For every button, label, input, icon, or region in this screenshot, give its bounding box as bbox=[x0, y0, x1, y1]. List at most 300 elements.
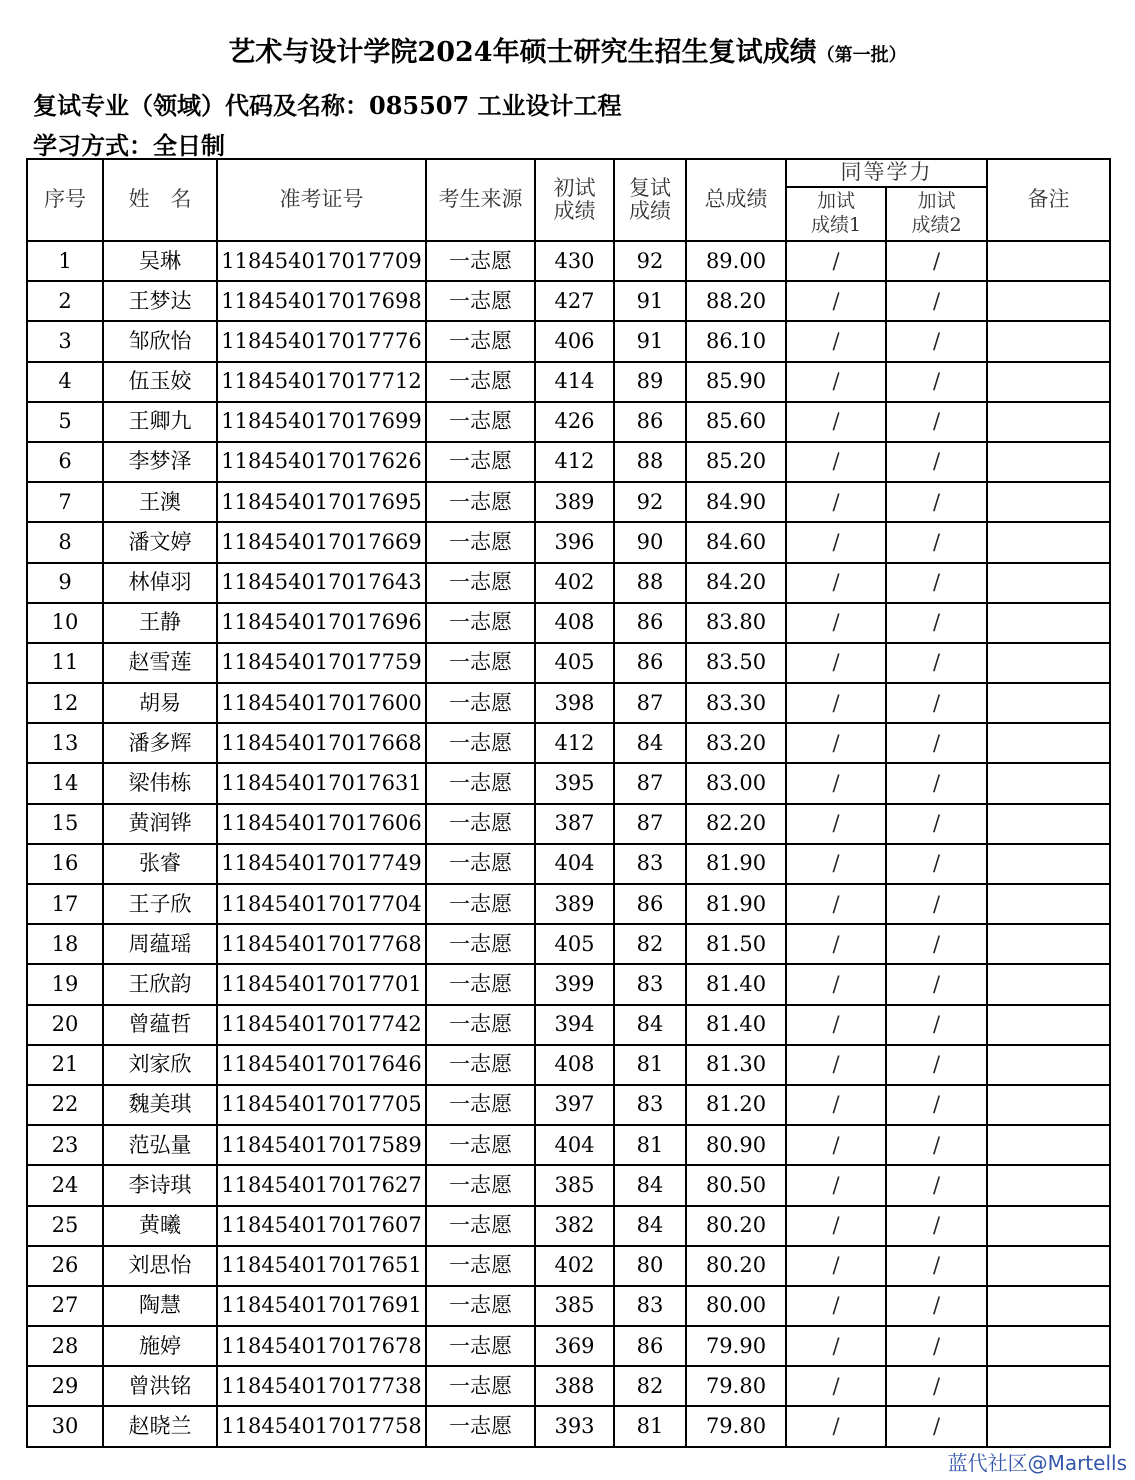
cell-name: 王澳 bbox=[103, 482, 217, 522]
cell-prelim: 394 bbox=[535, 1005, 614, 1045]
cell-name: 赵晓兰 bbox=[103, 1406, 217, 1446]
table-row bbox=[27, 482, 1110, 522]
header-extra1-line1: 加试 bbox=[816, 190, 855, 213]
cell-source: 一志愿 bbox=[426, 643, 535, 683]
cell-total: 80.20 bbox=[686, 1206, 786, 1246]
cell-exam-id: 118454017017643 bbox=[217, 563, 426, 603]
cell-exam-id: 118454017017631 bbox=[217, 763, 426, 803]
cell-exam-id: 118454017017691 bbox=[217, 1286, 426, 1326]
cell-name: 施婷 bbox=[103, 1326, 217, 1366]
cell-remark bbox=[987, 643, 1110, 683]
cell-retest: 91 bbox=[614, 281, 686, 321]
table-row bbox=[27, 563, 1110, 603]
cell-retest: 83 bbox=[614, 1085, 686, 1125]
cell-extra1: / bbox=[786, 281, 886, 321]
cell-seq: 19 bbox=[27, 964, 103, 1004]
table-row bbox=[27, 1326, 1110, 1366]
cell-exam-id: 118454017017758 bbox=[217, 1406, 426, 1446]
cell-retest: 80 bbox=[614, 1246, 686, 1286]
header-retest-line1: 复试 bbox=[629, 175, 671, 200]
cell-seq: 25 bbox=[27, 1206, 103, 1246]
cell-prelim: 399 bbox=[535, 964, 614, 1004]
cell-source: 一志愿 bbox=[426, 1246, 535, 1286]
cell-remark bbox=[987, 844, 1110, 884]
cell-extra1: / bbox=[786, 362, 886, 402]
cell-seq: 23 bbox=[27, 1125, 103, 1165]
cell-retest: 86 bbox=[614, 1326, 686, 1366]
cell-retest: 88 bbox=[614, 442, 686, 482]
cell-source: 一志愿 bbox=[426, 442, 535, 482]
table-row bbox=[27, 1246, 1110, 1286]
cell-exam-id: 118454017017776 bbox=[217, 321, 426, 361]
cell-retest: 87 bbox=[614, 804, 686, 844]
cell-remark bbox=[987, 241, 1110, 281]
table-row bbox=[27, 321, 1110, 361]
table-row bbox=[27, 924, 1110, 964]
cell-extra2: / bbox=[886, 643, 987, 683]
table-row bbox=[27, 603, 1110, 643]
study-mode-line: 学习方式：全日制 bbox=[33, 131, 225, 160]
cell-retest: 86 bbox=[614, 884, 686, 924]
cell-exam-id: 118454017017600 bbox=[217, 683, 426, 723]
cell-extra2: / bbox=[886, 482, 987, 522]
cell-extra2: / bbox=[886, 1326, 987, 1366]
cell-total: 89.00 bbox=[686, 241, 786, 281]
header-prelim-line1: 初试 bbox=[553, 175, 596, 200]
cell-extra2: / bbox=[886, 1085, 987, 1125]
cell-source: 一志愿 bbox=[426, 1005, 535, 1045]
cell-retest: 81 bbox=[614, 1125, 686, 1165]
cell-source: 一志愿 bbox=[426, 683, 535, 723]
cell-retest: 84 bbox=[614, 1206, 686, 1246]
cell-prelim: 408 bbox=[535, 603, 614, 643]
cell-retest: 84 bbox=[614, 1005, 686, 1045]
table-row bbox=[27, 1085, 1110, 1125]
cell-prelim: 387 bbox=[535, 804, 614, 844]
table-row bbox=[27, 1165, 1110, 1205]
cell-name: 伍玉姣 bbox=[103, 362, 217, 402]
cell-retest: 91 bbox=[614, 321, 686, 361]
table-row bbox=[27, 241, 1110, 281]
cell-total: 79.80 bbox=[686, 1366, 786, 1406]
header-name: 姓 名 bbox=[103, 159, 217, 241]
table-row bbox=[27, 281, 1110, 321]
table-row bbox=[27, 1125, 1110, 1165]
cell-extra1: / bbox=[786, 1246, 886, 1286]
cell-extra1: / bbox=[786, 1286, 886, 1326]
cell-seq: 3 bbox=[27, 321, 103, 361]
cell-retest: 83 bbox=[614, 1286, 686, 1326]
cell-prelim: 427 bbox=[535, 281, 614, 321]
cell-name: 潘文婷 bbox=[103, 522, 217, 562]
cell-retest: 86 bbox=[614, 643, 686, 683]
cell-remark bbox=[987, 804, 1110, 844]
cell-exam-id: 118454017017678 bbox=[217, 1326, 426, 1366]
cell-total: 82.20 bbox=[686, 804, 786, 844]
cell-retest: 83 bbox=[614, 964, 686, 1004]
cell-prelim: 405 bbox=[535, 643, 614, 683]
cell-name: 赵雪莲 bbox=[103, 643, 217, 683]
cell-extra1: / bbox=[786, 723, 886, 763]
cell-remark bbox=[987, 1045, 1110, 1085]
header-total: 总成绩 bbox=[686, 159, 786, 241]
table-row bbox=[27, 804, 1110, 844]
cell-exam-id: 118454017017607 bbox=[217, 1206, 426, 1246]
cell-exam-id: 118454017017704 bbox=[217, 884, 426, 924]
table-row bbox=[27, 522, 1110, 562]
cell-prelim: 388 bbox=[535, 1366, 614, 1406]
cell-prelim: 389 bbox=[535, 482, 614, 522]
title-text: 艺术与设计学院2024年硕士研究生招生复试成绩 bbox=[228, 37, 817, 68]
cell-name: 李诗琪 bbox=[103, 1165, 217, 1205]
cell-extra1: / bbox=[786, 964, 886, 1004]
cell-total: 83.30 bbox=[686, 683, 786, 723]
table-row bbox=[27, 844, 1110, 884]
cell-prelim: 412 bbox=[535, 723, 614, 763]
cell-seq: 9 bbox=[27, 563, 103, 603]
cell-remark bbox=[987, 321, 1110, 361]
cell-exam-id: 118454017017669 bbox=[217, 522, 426, 562]
cell-source: 一志愿 bbox=[426, 763, 535, 803]
cell-retest: 92 bbox=[614, 241, 686, 281]
cell-exam-id: 118454017017701 bbox=[217, 964, 426, 1004]
score-table bbox=[26, 158, 1111, 1448]
cell-extra2: / bbox=[886, 1005, 987, 1045]
cell-total: 86.10 bbox=[686, 321, 786, 361]
cell-source: 一志愿 bbox=[426, 1125, 535, 1165]
cell-total: 80.20 bbox=[686, 1246, 786, 1286]
cell-seq: 5 bbox=[27, 402, 103, 442]
table-row bbox=[27, 362, 1110, 402]
cell-name: 王静 bbox=[103, 603, 217, 643]
major-line: 复试专业（领域）代码及名称：085507 工业设计工程 bbox=[33, 91, 622, 120]
cell-source: 一志愿 bbox=[426, 884, 535, 924]
cell-extra2: / bbox=[886, 241, 987, 281]
cell-total: 83.00 bbox=[686, 763, 786, 803]
cell-seq: 7 bbox=[27, 482, 103, 522]
table-row bbox=[27, 683, 1110, 723]
cell-retest: 84 bbox=[614, 1165, 686, 1205]
cell-total: 81.40 bbox=[686, 964, 786, 1004]
cell-extra2: / bbox=[886, 924, 987, 964]
cell-name: 吴琳 bbox=[103, 241, 217, 281]
cell-prelim: 412 bbox=[535, 442, 614, 482]
header-remark: 备注 bbox=[987, 159, 1110, 241]
cell-extra2: / bbox=[886, 362, 987, 402]
cell-exam-id: 118454017017651 bbox=[217, 1246, 426, 1286]
cell-total: 81.90 bbox=[686, 884, 786, 924]
cell-total: 84.60 bbox=[686, 522, 786, 562]
table-header bbox=[27, 159, 1110, 241]
title-suffix: （第一批） bbox=[816, 45, 907, 66]
header-retest-line2: 成绩 bbox=[629, 199, 671, 223]
table-row bbox=[27, 1045, 1110, 1085]
cell-extra2: / bbox=[886, 402, 987, 442]
cell-total: 84.90 bbox=[686, 482, 786, 522]
cell-seq: 22 bbox=[27, 1085, 103, 1125]
cell-total: 85.20 bbox=[686, 442, 786, 482]
cell-retest: 92 bbox=[614, 482, 686, 522]
cell-name: 魏美琪 bbox=[103, 1085, 217, 1125]
cell-exam-id: 118454017017695 bbox=[217, 482, 426, 522]
cell-source: 一志愿 bbox=[426, 402, 535, 442]
cell-name: 王子欣 bbox=[103, 884, 217, 924]
cell-extra1: / bbox=[786, 482, 886, 522]
cell-seq: 15 bbox=[27, 804, 103, 844]
cell-exam-id: 118454017017589 bbox=[217, 1125, 426, 1165]
cell-extra2: / bbox=[886, 522, 987, 562]
cell-seq: 6 bbox=[27, 442, 103, 482]
cell-seq: 30 bbox=[27, 1406, 103, 1446]
cell-source: 一志愿 bbox=[426, 1206, 535, 1246]
header-extra1-line2: 成绩1 bbox=[810, 214, 862, 236]
cell-extra2: / bbox=[886, 442, 987, 482]
cell-total: 83.80 bbox=[686, 603, 786, 643]
cell-source: 一志愿 bbox=[426, 603, 535, 643]
cell-prelim: 404 bbox=[535, 844, 614, 884]
cell-remark bbox=[987, 884, 1110, 924]
cell-remark bbox=[987, 1406, 1110, 1446]
cell-extra2: / bbox=[886, 1406, 987, 1446]
cell-extra2: / bbox=[886, 1366, 987, 1406]
cell-prelim: 396 bbox=[535, 522, 614, 562]
cell-extra2: / bbox=[886, 683, 987, 723]
table-row bbox=[27, 1206, 1110, 1246]
cell-source: 一志愿 bbox=[426, 1165, 535, 1205]
cell-name: 黄曦 bbox=[103, 1206, 217, 1246]
cell-extra1: / bbox=[786, 1366, 886, 1406]
table-row bbox=[27, 723, 1110, 763]
cell-total: 81.40 bbox=[686, 1005, 786, 1045]
cell-seq: 13 bbox=[27, 723, 103, 763]
cell-total: 83.20 bbox=[686, 723, 786, 763]
table-row bbox=[27, 884, 1110, 924]
cell-exam-id: 118454017017696 bbox=[217, 603, 426, 643]
cell-remark bbox=[987, 1085, 1110, 1125]
cell-total: 80.50 bbox=[686, 1165, 786, 1205]
cell-exam-id: 118454017017699 bbox=[217, 402, 426, 442]
cell-extra1: / bbox=[786, 884, 886, 924]
table-row bbox=[27, 643, 1110, 683]
cell-prelim: 382 bbox=[535, 1206, 614, 1246]
cell-exam-id: 118454017017712 bbox=[217, 362, 426, 402]
cell-exam-id: 118454017017698 bbox=[217, 281, 426, 321]
cell-extra1: / bbox=[786, 563, 886, 603]
cell-remark bbox=[987, 1206, 1110, 1246]
cell-extra2: / bbox=[886, 563, 987, 603]
cell-total: 83.50 bbox=[686, 643, 786, 683]
cell-remark bbox=[987, 402, 1110, 442]
cell-extra2: / bbox=[886, 1286, 987, 1326]
cell-seq: 10 bbox=[27, 603, 103, 643]
cell-extra2: / bbox=[886, 844, 987, 884]
cell-prelim: 405 bbox=[535, 924, 614, 964]
cell-prelim: 414 bbox=[535, 362, 614, 402]
cell-name: 王梦达 bbox=[103, 281, 217, 321]
cell-prelim: 408 bbox=[535, 1045, 614, 1085]
cell-name: 王卿九 bbox=[103, 402, 217, 442]
cell-extra1: / bbox=[786, 1326, 886, 1366]
cell-name: 黄润铧 bbox=[103, 804, 217, 844]
cell-extra1: / bbox=[786, 1125, 886, 1165]
cell-source: 一志愿 bbox=[426, 723, 535, 763]
cell-extra1: / bbox=[786, 603, 886, 643]
cell-total: 81.50 bbox=[686, 924, 786, 964]
cell-source: 一志愿 bbox=[426, 321, 535, 361]
cell-source: 一志愿 bbox=[426, 1045, 535, 1085]
cell-extra2: / bbox=[886, 884, 987, 924]
cell-remark bbox=[987, 1366, 1110, 1406]
cell-exam-id: 118454017017627 bbox=[217, 1165, 426, 1205]
header-seq: 序号 bbox=[27, 159, 103, 241]
cell-extra1: / bbox=[786, 643, 886, 683]
header-equiv: 同等学力 bbox=[786, 159, 987, 187]
cell-remark bbox=[987, 683, 1110, 723]
cell-exam-id: 118454017017705 bbox=[217, 1085, 426, 1125]
cell-remark bbox=[987, 362, 1110, 402]
cell-exam-id: 118454017017668 bbox=[217, 723, 426, 763]
cell-name: 潘多辉 bbox=[103, 723, 217, 763]
cell-seq: 16 bbox=[27, 844, 103, 884]
cell-extra2: / bbox=[886, 1045, 987, 1085]
cell-retest: 86 bbox=[614, 402, 686, 442]
cell-prelim: 406 bbox=[535, 321, 614, 361]
cell-prelim: 398 bbox=[535, 683, 614, 723]
cell-extra1: / bbox=[786, 683, 886, 723]
cell-name: 刘思怡 bbox=[103, 1246, 217, 1286]
table-row bbox=[27, 442, 1110, 482]
cell-seq: 20 bbox=[27, 1005, 103, 1045]
cell-name: 陶慧 bbox=[103, 1286, 217, 1326]
cell-seq: 17 bbox=[27, 884, 103, 924]
cell-extra1: / bbox=[786, 804, 886, 844]
cell-total: 80.90 bbox=[686, 1125, 786, 1165]
cell-extra2: / bbox=[886, 1246, 987, 1286]
cell-extra1: / bbox=[786, 1165, 886, 1205]
cell-source: 一志愿 bbox=[426, 1406, 535, 1446]
cell-extra1: / bbox=[786, 1406, 886, 1446]
cell-prelim: 402 bbox=[535, 1246, 614, 1286]
table-row bbox=[27, 402, 1110, 442]
cell-remark bbox=[987, 442, 1110, 482]
cell-source: 一志愿 bbox=[426, 964, 535, 1004]
cell-retest: 89 bbox=[614, 362, 686, 402]
cell-retest: 88 bbox=[614, 563, 686, 603]
header-retest bbox=[614, 159, 686, 241]
cell-exam-id: 118454017017749 bbox=[217, 844, 426, 884]
cell-extra2: / bbox=[886, 603, 987, 643]
cell-total: 81.30 bbox=[686, 1045, 786, 1085]
cell-exam-id: 118454017017742 bbox=[217, 1005, 426, 1045]
cell-prelim: 369 bbox=[535, 1326, 614, 1366]
cell-source: 一志愿 bbox=[426, 482, 535, 522]
cell-extra1: / bbox=[786, 1206, 886, 1246]
cell-name: 曾洪铭 bbox=[103, 1366, 217, 1406]
cell-seq: 8 bbox=[27, 522, 103, 562]
cell-prelim: 393 bbox=[535, 1406, 614, 1446]
cell-source: 一志愿 bbox=[426, 804, 535, 844]
cell-source: 一志愿 bbox=[426, 924, 535, 964]
cell-extra2: / bbox=[886, 1125, 987, 1165]
cell-exam-id: 118454017017738 bbox=[217, 1366, 426, 1406]
cell-seq: 26 bbox=[27, 1246, 103, 1286]
cell-source: 一志愿 bbox=[426, 1286, 535, 1326]
cell-name: 曾蕴哲 bbox=[103, 1005, 217, 1045]
cell-remark bbox=[987, 924, 1110, 964]
cell-seq: 21 bbox=[27, 1045, 103, 1085]
cell-seq: 24 bbox=[27, 1165, 103, 1205]
cell-extra1: / bbox=[786, 442, 886, 482]
cell-name: 刘家欣 bbox=[103, 1045, 217, 1085]
cell-remark bbox=[987, 563, 1110, 603]
cell-extra1: / bbox=[786, 844, 886, 884]
cell-total: 81.20 bbox=[686, 1085, 786, 1125]
cell-seq: 4 bbox=[27, 362, 103, 402]
header-source: 考生来源 bbox=[426, 159, 535, 241]
cell-extra2: / bbox=[886, 723, 987, 763]
cell-extra1: / bbox=[786, 924, 886, 964]
cell-name: 邹欣怡 bbox=[103, 321, 217, 361]
cell-prelim: 385 bbox=[535, 1165, 614, 1205]
cell-seq: 27 bbox=[27, 1286, 103, 1326]
cell-exam-id: 118454017017606 bbox=[217, 804, 426, 844]
watermark: 蓝代社区@Martells bbox=[947, 1451, 1127, 1475]
table-row bbox=[27, 1366, 1110, 1406]
cell-name: 梁伟栋 bbox=[103, 763, 217, 803]
table-row bbox=[27, 1406, 1110, 1446]
cell-extra2: / bbox=[886, 1165, 987, 1205]
cell-remark bbox=[987, 482, 1110, 522]
page-title bbox=[0, 30, 1135, 69]
cell-source: 一志愿 bbox=[426, 281, 535, 321]
cell-source: 一志愿 bbox=[426, 844, 535, 884]
cell-remark bbox=[987, 603, 1110, 643]
cell-remark bbox=[987, 1005, 1110, 1045]
cell-name: 范弘量 bbox=[103, 1125, 217, 1165]
cell-seq: 2 bbox=[27, 281, 103, 321]
cell-exam-id: 118454017017646 bbox=[217, 1045, 426, 1085]
cell-retest: 86 bbox=[614, 603, 686, 643]
cell-remark bbox=[987, 1326, 1110, 1366]
cell-prelim: 426 bbox=[535, 402, 614, 442]
cell-remark bbox=[987, 1165, 1110, 1205]
cell-seq: 29 bbox=[27, 1366, 103, 1406]
cell-total: 85.60 bbox=[686, 402, 786, 442]
cell-total: 81.90 bbox=[686, 844, 786, 884]
cell-extra1: / bbox=[786, 1005, 886, 1045]
cell-total: 85.90 bbox=[686, 362, 786, 402]
cell-remark bbox=[987, 522, 1110, 562]
header-prelim bbox=[535, 159, 614, 241]
cell-extra2: / bbox=[886, 321, 987, 361]
cell-prelim: 404 bbox=[535, 1125, 614, 1165]
cell-seq: 18 bbox=[27, 924, 103, 964]
cell-prelim: 395 bbox=[535, 763, 614, 803]
cell-extra2: / bbox=[886, 964, 987, 1004]
table-row bbox=[27, 1005, 1110, 1045]
cell-extra1: / bbox=[786, 1045, 886, 1085]
cell-name: 周蕴瑶 bbox=[103, 924, 217, 964]
cell-extra1: / bbox=[786, 402, 886, 442]
cell-name: 张睿 bbox=[103, 844, 217, 884]
cell-remark bbox=[987, 281, 1110, 321]
cell-extra2: / bbox=[886, 281, 987, 321]
header-exam-id: 准考证号 bbox=[217, 159, 426, 241]
cell-retest: 87 bbox=[614, 763, 686, 803]
cell-remark bbox=[987, 1125, 1110, 1165]
cell-retest: 82 bbox=[614, 924, 686, 964]
cell-source: 一志愿 bbox=[426, 563, 535, 603]
